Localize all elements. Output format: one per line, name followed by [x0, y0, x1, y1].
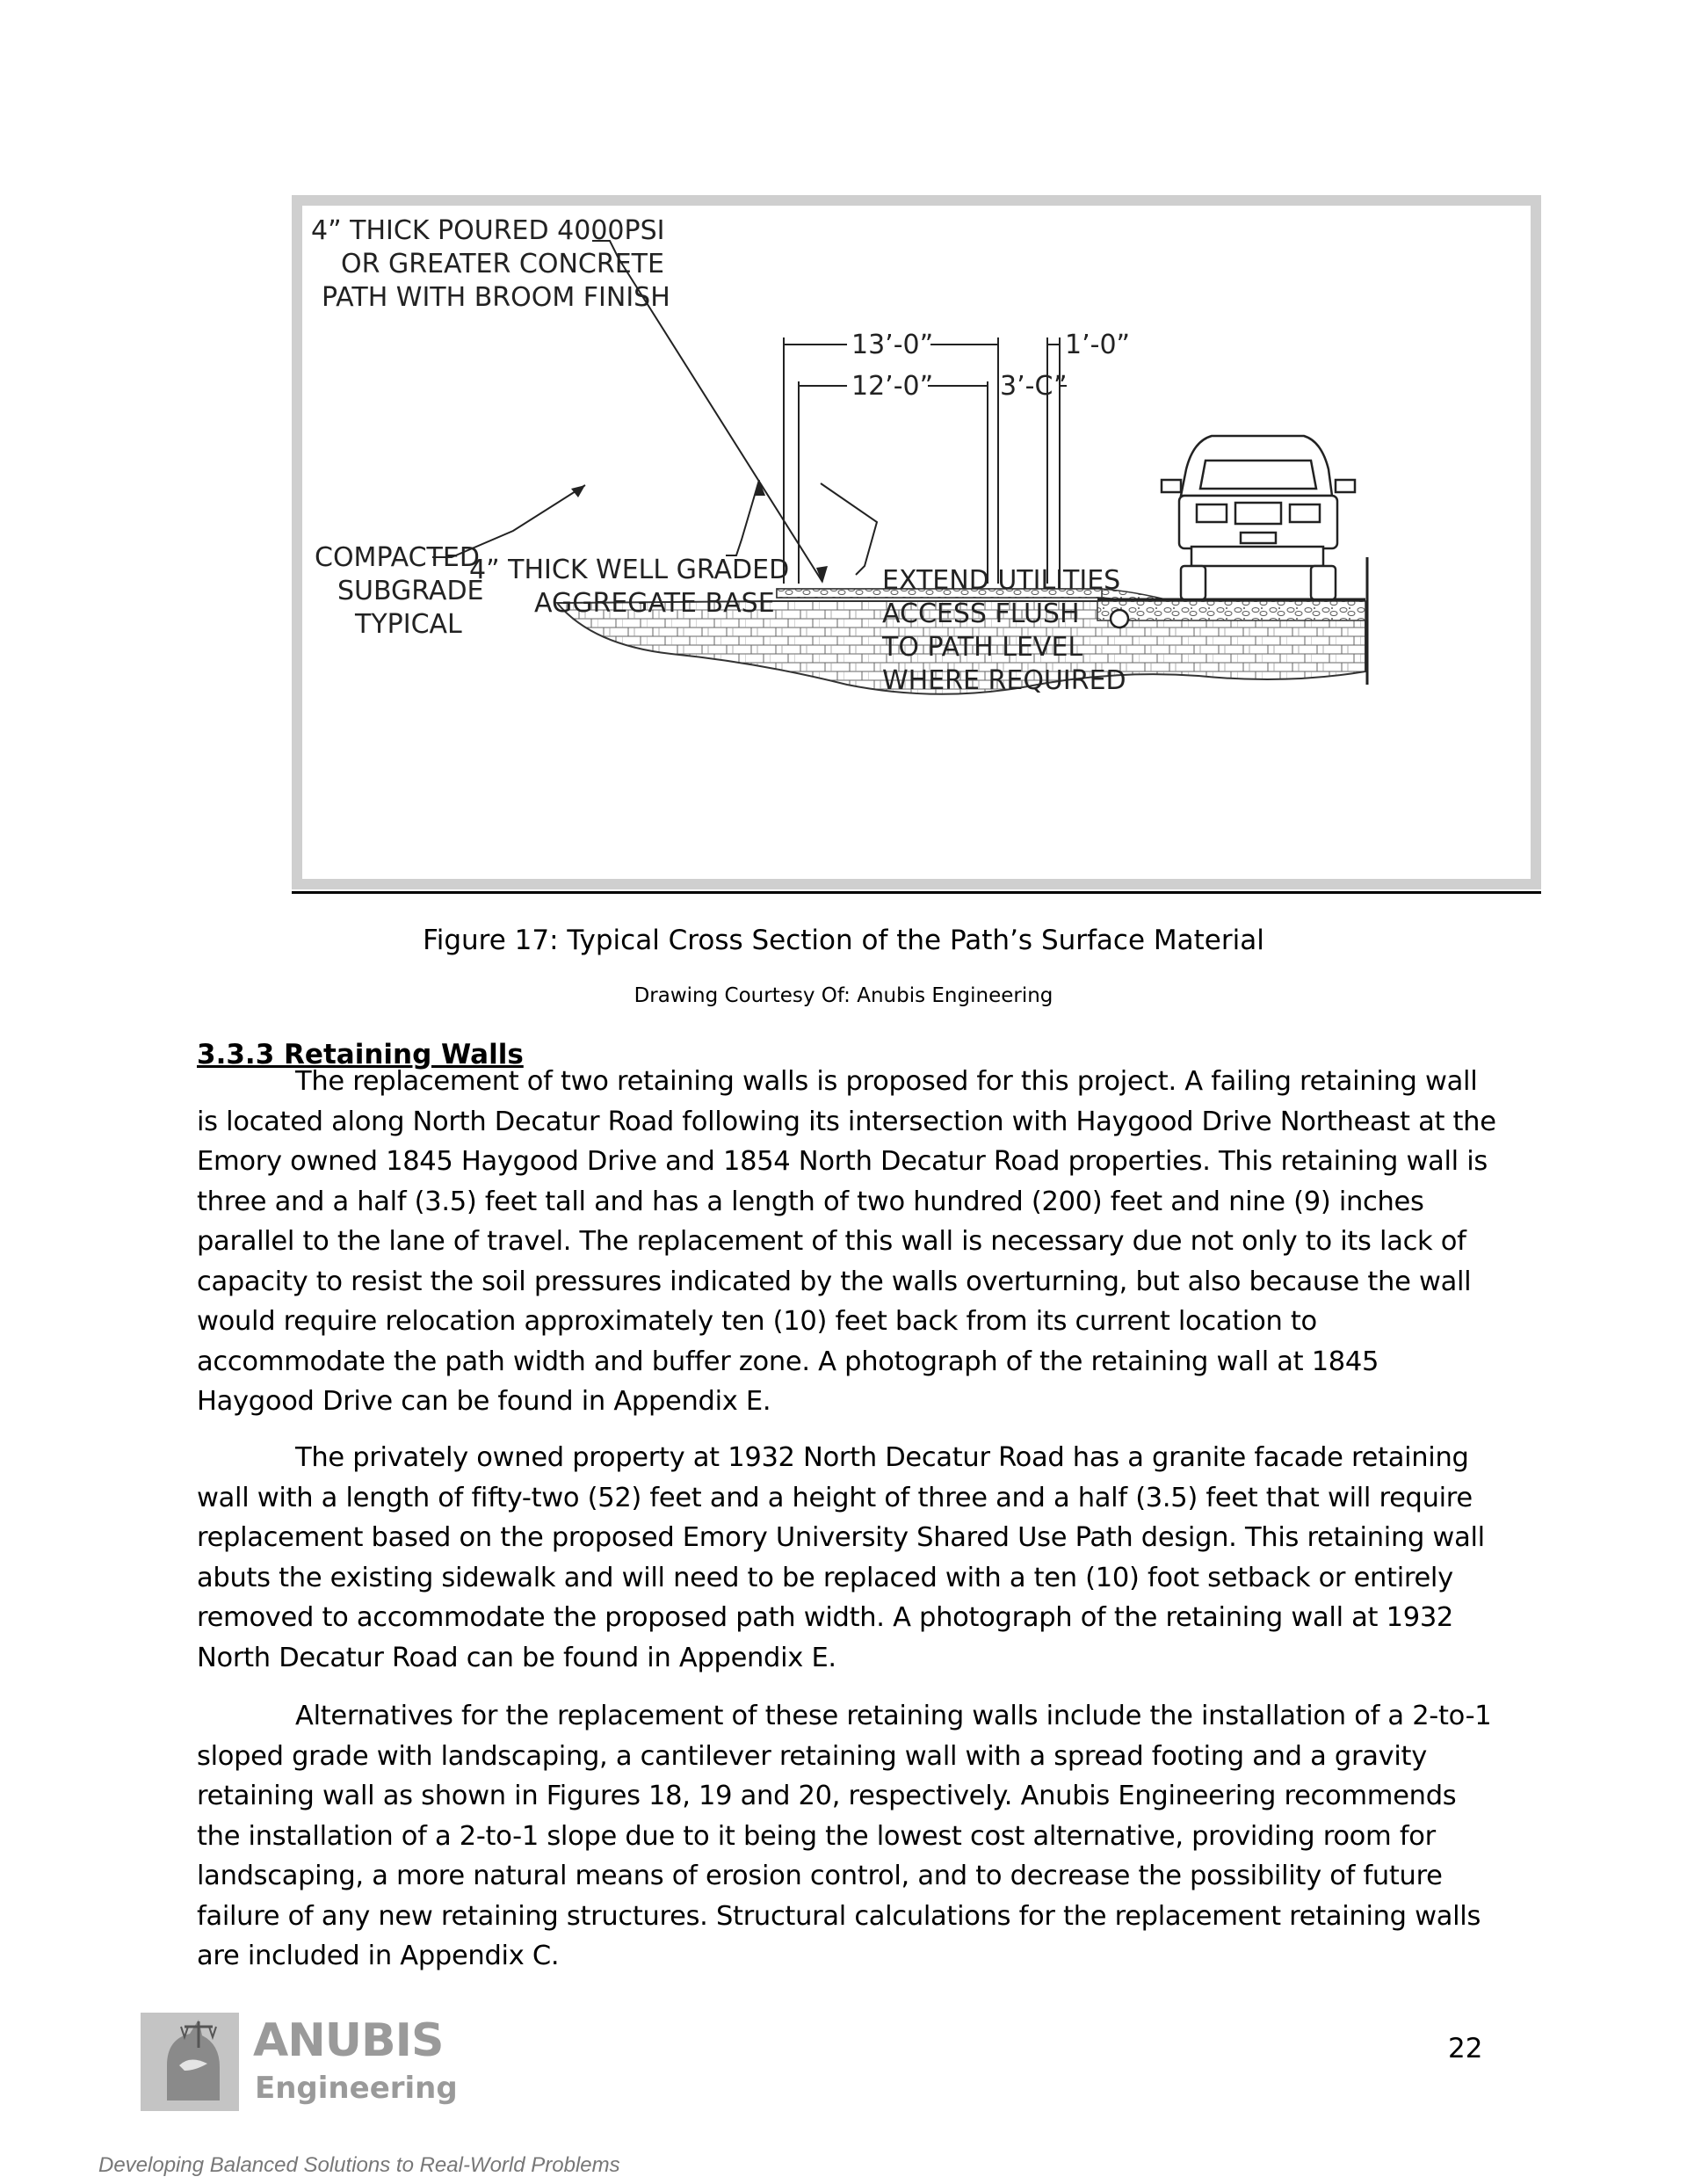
logo-name: ANUBIS	[253, 2014, 444, 2067]
subgrade-note-line-1: COMPACTED	[315, 542, 480, 573]
utilities-note-line-2: ACCESS FLUSH	[882, 599, 1080, 629]
page-number: 22	[1448, 2033, 1483, 2064]
base-note-line-1: 4” THICK WELL GRADED	[469, 555, 790, 585]
logo-subtitle: Engineering	[255, 2071, 458, 2106]
figure-credit: Drawing Courtesy Of: Anubis Engineering	[634, 984, 1053, 1007]
footer-tagline: Developing Balanced Solutions to Real-World Problems	[98, 2153, 620, 2177]
figure-rule	[292, 891, 1541, 894]
figure-frame	[292, 195, 1541, 889]
utility-access-icon	[1111, 610, 1128, 628]
section-heading: 3.3.3 Retaining Walls	[197, 1039, 524, 1070]
dimension-3ft: 3’-C”	[1000, 371, 1068, 402]
paragraph-3: Alternatives for the replacement of these retaining walls include the installation of a 2-to-1 sloped grade with landscaping, a cantilever retaining wall with a spread footing and a gravity retaining wall as shown in Figures 18, 19 and 20, respectively. Anubis Engineering recommends the installation of a 2-to-1 slope due to it being the lowest cost alternative, providing room for landscaping, a more natural means of erosion control, and to decrease the possibility of future failure of any new retaining structures. Structural calculations for the replacement retaining walls are included in Appendix C.	[197, 1701, 1492, 1971]
subgrade-note-line-3: TYPICAL	[355, 609, 462, 640]
dimension-1ft: 1’-0”	[1065, 330, 1131, 360]
utilities-note-line-4: WHERE REQUIRED	[882, 665, 1126, 696]
utilities-note-line-3: TO PATH LEVEL	[882, 632, 1083, 663]
car-icon	[1162, 436, 1355, 599]
dimension-13ft: 13’-0”	[851, 330, 934, 360]
subgrade-note-line-2: SUBGRADE	[337, 576, 484, 606]
road-base	[1097, 601, 1365, 620]
concrete-note-line-1: 4” THICK POURED 4000PSI	[311, 215, 665, 246]
anubis-jackal-scales-icon	[141, 2013, 239, 2111]
base-note-line-2: AGGREGATE BASE	[534, 588, 775, 619]
concrete-note-line-3: PATH WITH BROOM FINISH	[322, 282, 670, 313]
utilities-note-line-1: EXTEND UTILITIES	[882, 565, 1121, 596]
paragraph-1: The replacement of two retaining walls is proposed for this project. A failing retaining wall is located along North Decatur Road following its intersection with Haygood Drive Northeast at the Emory owned 1845 Haygood Drive and 1854 North Decatur Road properties. This retaining wall is three and a half (3.5) feet tall and has a length of two hundred (200) feet and nine (9) inches parallel to the lane of travel. The replacement of this wall is necessary due not only to its lack of capacity to resist the soil pressures indicated by the walls overturning, but also because the wall would require relocation approximately ten (10) feet back from its current location to accommodate the path width and buffer zone. A photograph of the retaining wall at 1845 Haygood Drive can be found in Appendix E.	[197, 1066, 1496, 1417]
figure-caption: Figure 17: Typical Cross Section of the Path’s Surface Material	[423, 925, 1264, 956]
dimension-12ft: 12’-0”	[851, 371, 934, 402]
concrete-note-line-2: OR GREATER CONCRETE	[341, 249, 664, 279]
paragraph-2: The privately owned property at 1932 North Decatur Road has a granite facade retaining wall with a length of fifty-two (52) feet and a height of three and a half (3.5) feet that will require replacement based on the proposed Emory University Shared Use Path design. This retaining wall abuts the existing sidewalk and will need to be replaced with a ten (10) foot setback or entirely removed to accommodate the proposed path width. A photograph of the retaining wall at 1932 North Decatur Road can be found in Appendix E.	[197, 1442, 1485, 1673]
cross-section-drawing	[302, 206, 1531, 879]
